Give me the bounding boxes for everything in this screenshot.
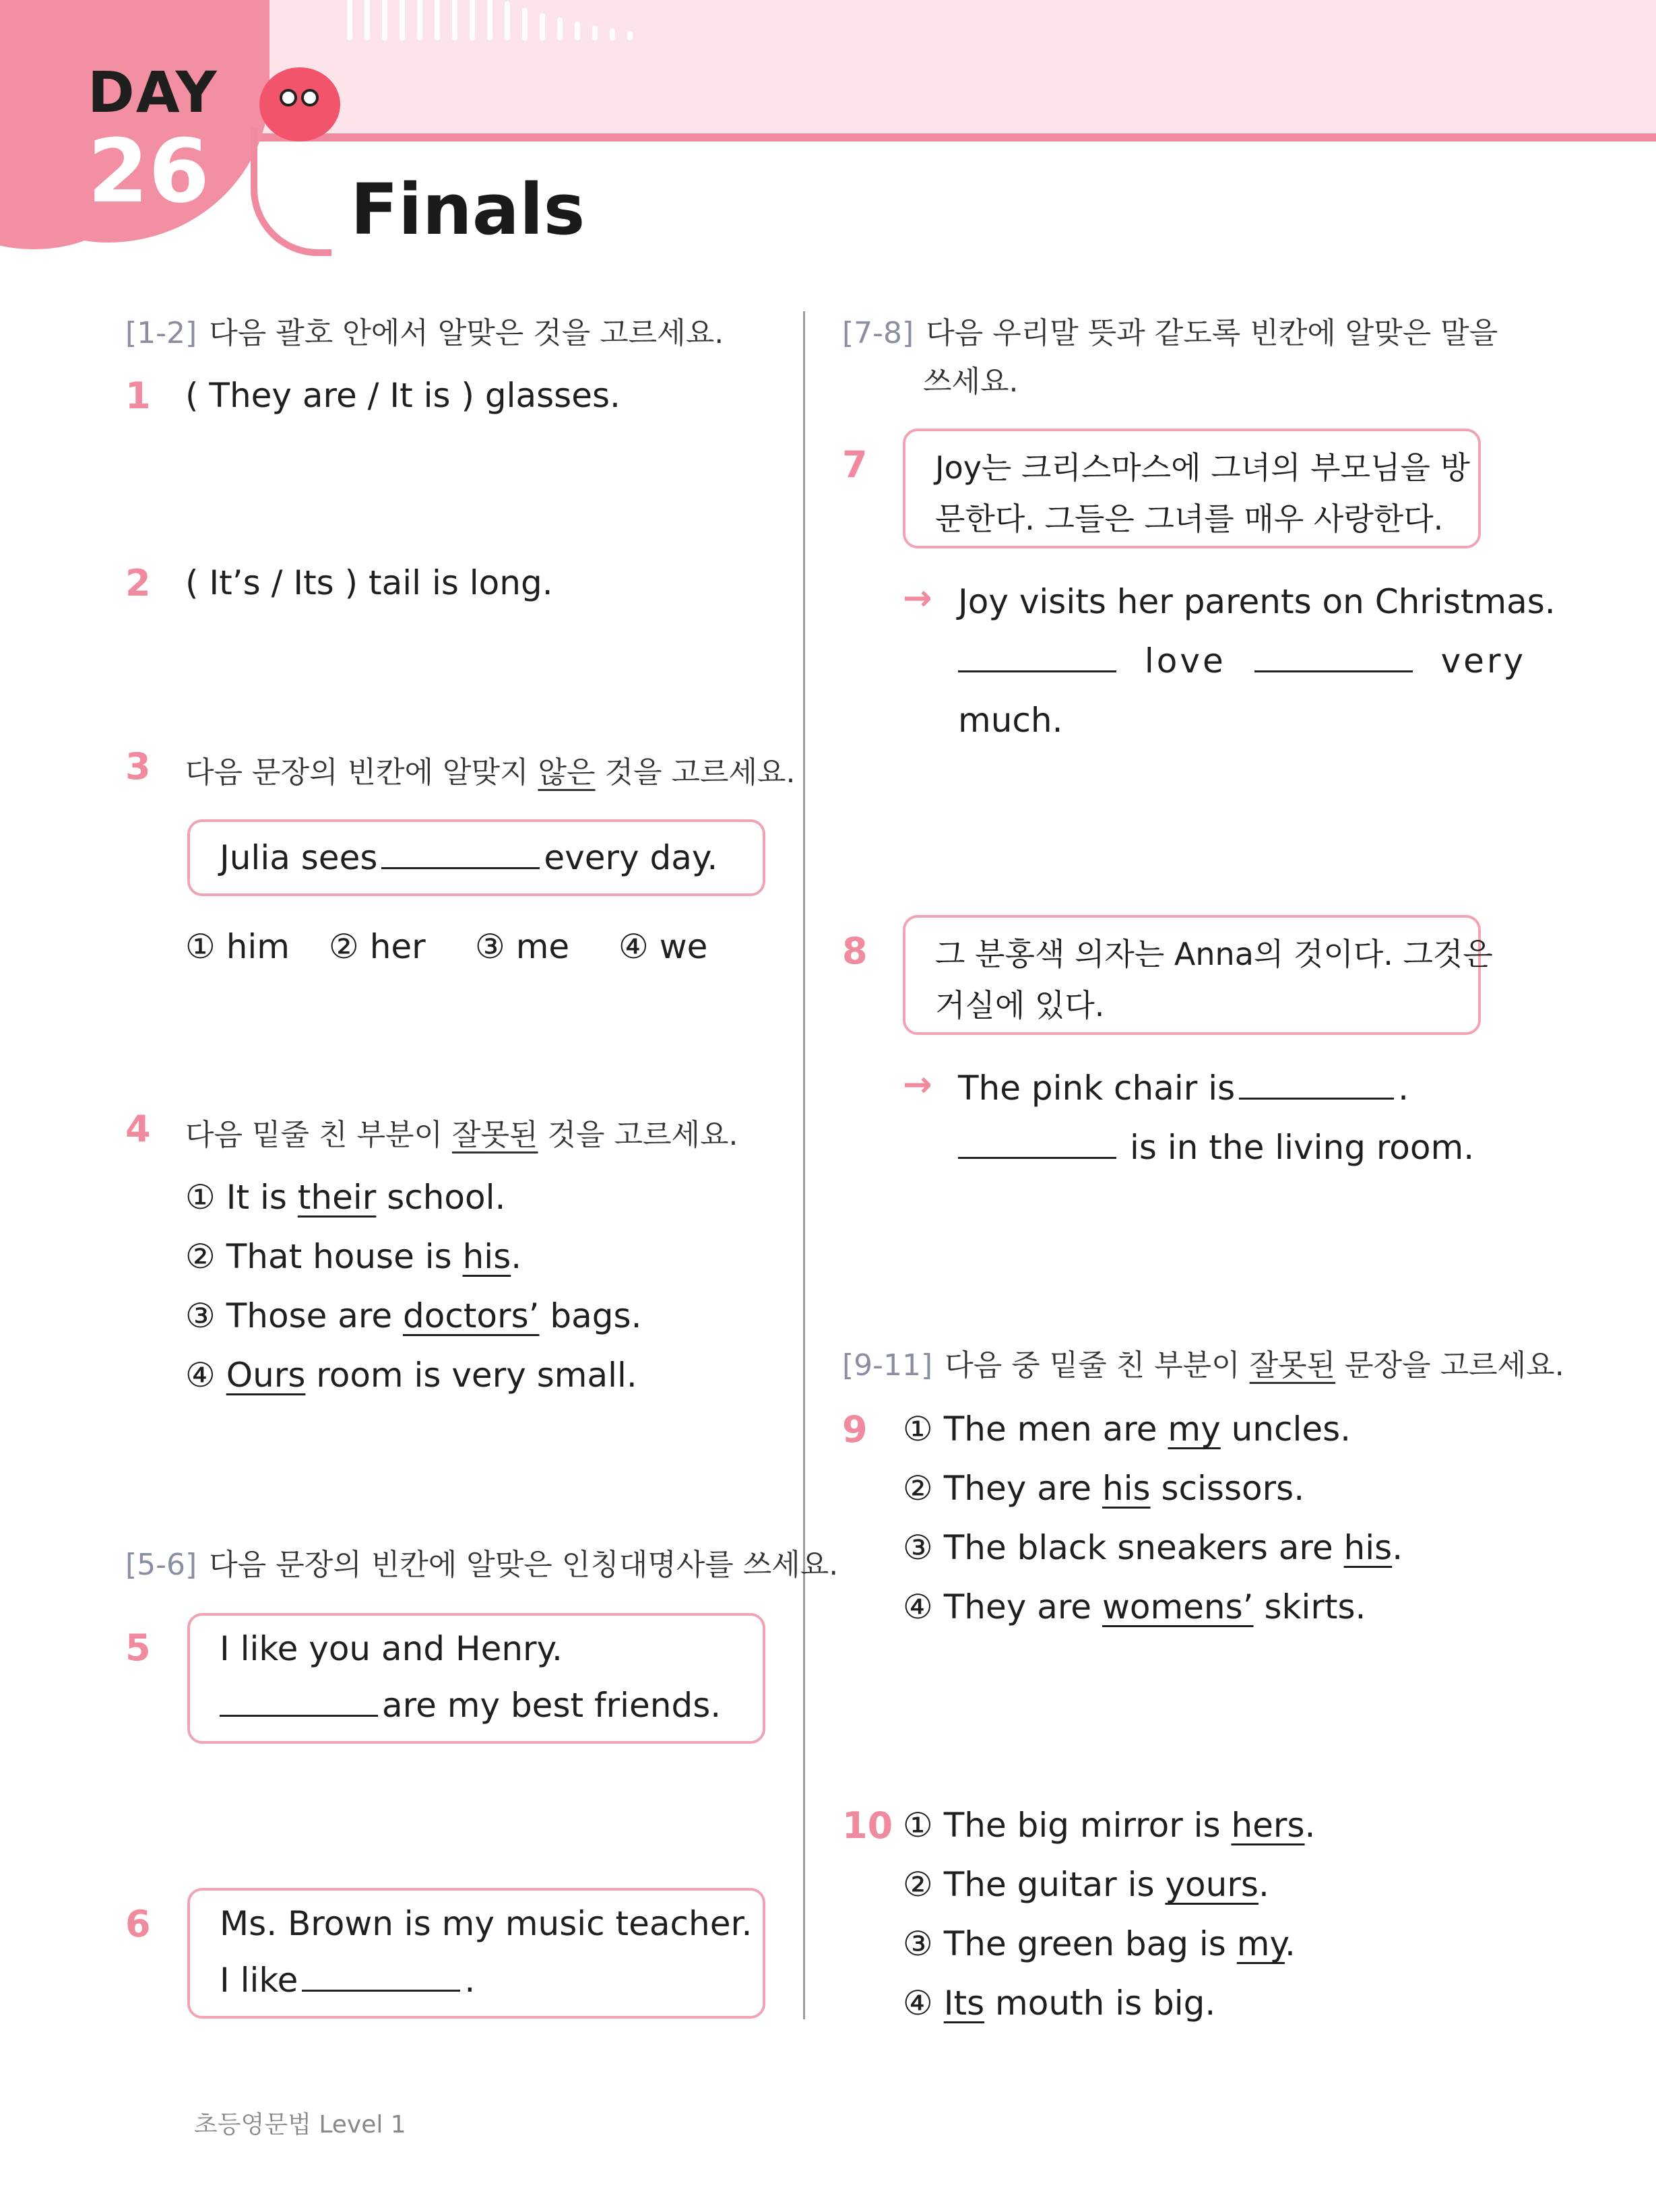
question-9-option-2[interactable]: [903, 1469, 1304, 1508]
instruction-emphasis: 않은: [538, 755, 596, 790]
option-text: ③ The black sneakers are: [903, 1528, 1344, 1567]
question-10-option-4[interactable]: [903, 1984, 1215, 2023]
header-rule: [256, 133, 1656, 141]
option-text: ① The big mirror is: [903, 1806, 1232, 1845]
answer-blank[interactable]: [1254, 664, 1413, 672]
question-1-text: ( They are / It is ) glasses.: [185, 376, 620, 415]
question-8-korean-box: [903, 915, 1493, 1035]
underlined-word: their: [297, 1178, 377, 1217]
option-text: room is very small.: [305, 1356, 637, 1395]
instruction-text: 다음 문장의 빈칸에 알맞지: [185, 755, 538, 790]
question-3-option-2[interactable]: ② her: [329, 927, 426, 966]
question-9-option-4[interactable]: [903, 1587, 1366, 1626]
question-10-option-1[interactable]: [903, 1806, 1315, 1845]
sentence-text: very: [1440, 641, 1527, 681]
sentence-text: The pink chair is: [958, 1069, 1236, 1108]
option-text: .: [1392, 1528, 1403, 1567]
underlined-word: my: [1236, 1924, 1285, 1963]
question-3-option-1[interactable]: ① him: [185, 927, 290, 966]
sentence-text: are my best friends.: [382, 1686, 722, 1725]
option-text: ④ They are: [903, 1587, 1102, 1626]
instruction-7-8-continued: 쓰세요.: [923, 365, 1019, 399]
question-7-korean-line-1: Joy는 크리스마스에 그녀의 부모님을 방: [935, 449, 1470, 486]
question-10-option-2[interactable]: [903, 1865, 1269, 1904]
question-number-1: 1: [125, 375, 151, 417]
question-10-option-3[interactable]: [903, 1924, 1296, 1963]
question-5-sentence-box: [187, 1613, 765, 1744]
option-text: ③ Those are: [185, 1296, 403, 1335]
option-text: ① The men are: [903, 1410, 1168, 1449]
instruction-emphasis: 잘못된: [451, 1118, 538, 1152]
sentence-text: is in the living room.: [1130, 1128, 1475, 1167]
option-text: ④: [903, 1984, 944, 2023]
sentence-text: love: [1144, 641, 1226, 681]
option-text: .: [511, 1237, 522, 1276]
underlined-word: womens’: [1102, 1587, 1254, 1626]
question-3-instruction: [185, 748, 796, 791]
option-text: ② That house is: [185, 1237, 463, 1276]
option-text: ④: [185, 1356, 226, 1395]
day-number: 26: [88, 120, 210, 222]
question-7-answer-line-1: Joy visits her parents on Christmas.: [958, 582, 1556, 621]
underlined-word: Ours: [226, 1356, 306, 1395]
question-5-line-1: I like you and Henry.: [220, 1629, 563, 1668]
sentence-text: every day.: [544, 838, 718, 877]
option-text: skirts.: [1253, 1587, 1366, 1626]
underlined-word: my: [1168, 1410, 1221, 1449]
question-3-option-4[interactable]: ④ we: [618, 927, 708, 966]
instruction-5-6: [125, 1540, 838, 1583]
question-7-korean-line-2: 문한다. 그들은 그녀를 매우 사랑한다.: [935, 501, 1444, 537]
underlined-word: his: [1102, 1469, 1151, 1508]
question-2-text: ( It’s / Its ) tail is long.: [185, 563, 553, 602]
underlined-word: his: [1343, 1528, 1393, 1567]
question-number-2: 2: [125, 562, 151, 604]
option-text: bags.: [539, 1296, 642, 1335]
sentence-text: I like: [220, 1961, 298, 2000]
question-number-7: 7: [842, 443, 868, 486]
mascot-icon: [259, 67, 340, 141]
answer-blank[interactable]: [302, 1983, 460, 1992]
underlined-word: Its: [943, 1984, 985, 2023]
question-4-option-3[interactable]: [185, 1296, 641, 1335]
instruction-emphasis: 잘못된: [1249, 1348, 1336, 1383]
answer-blank[interactable]: [958, 1150, 1116, 1159]
option-text: ① It is: [185, 1178, 298, 1217]
page-title: Finals: [350, 168, 585, 251]
instruction-text: 다음 밑줄 친 부분이: [185, 1118, 452, 1152]
question-3-option-3[interactable]: ③ me: [475, 927, 570, 966]
arrow-right-icon: →: [903, 1065, 932, 1105]
question-number-3: 3: [125, 745, 151, 788]
underlined-word: his: [462, 1237, 511, 1276]
option-text: .: [1258, 1865, 1269, 1904]
question-8-answer-line-1: [958, 1069, 1409, 1108]
instruction-text: 다음 문장의 빈칸에 알맞은 인칭대명사를 쓰세요.: [209, 1548, 839, 1582]
question-4-instruction: [185, 1110, 738, 1154]
question-6-sentence-box: [187, 1888, 765, 2019]
question-7-korean-box: [903, 429, 1481, 548]
answer-blank[interactable]: [1239, 1091, 1394, 1100]
instruction-text: 것을 고르세요.: [595, 755, 796, 790]
answer-blank[interactable]: [220, 1708, 378, 1717]
underlined-word: yours: [1165, 1865, 1259, 1904]
instruction-text: 다음 우리말 뜻과 같도록 빈칸에 알맞은 말을: [926, 316, 1498, 350]
page-footer: 초등영문법 Level 1: [194, 2111, 406, 2139]
question-3-sentence: [220, 838, 718, 877]
question-number-9: 9: [842, 1408, 868, 1451]
question-6-line-2: [220, 1961, 475, 2000]
question-7-answer-line-2: [958, 641, 1526, 681]
option-text: ③ The green bag is: [903, 1924, 1237, 1963]
answer-blank[interactable]: [381, 860, 540, 869]
sentence-text: .: [1398, 1069, 1409, 1108]
instruction-text: 다음 중 밑줄 친 부분이: [945, 1348, 1250, 1383]
instruction-7-8: [842, 309, 1498, 352]
question-4-option-2[interactable]: [185, 1237, 521, 1276]
sentence-text: Julia sees: [220, 838, 378, 877]
question-3-sentence-box: [187, 819, 765, 896]
question-number-8: 8: [842, 930, 868, 972]
arrow-right-icon: →: [903, 578, 932, 619]
option-text: school.: [376, 1178, 506, 1217]
option-text: .: [1284, 1924, 1296, 1963]
day-label: DAY: [88, 59, 218, 125]
option-text: .: [1304, 1806, 1316, 1845]
option-text: ② The guitar is: [903, 1865, 1166, 1904]
question-4-option-1[interactable]: [185, 1178, 505, 1217]
header-hook-decoration: [251, 128, 331, 256]
question-4-option-4[interactable]: [185, 1356, 637, 1395]
question-6-line-1: Ms. Brown is my music teacher.: [220, 1904, 753, 1943]
question-9-option-3[interactable]: [903, 1528, 1403, 1567]
instruction-text: 문장을 고르세요.: [1335, 1348, 1564, 1383]
instruction-tag: [5-6]: [125, 1548, 197, 1582]
question-number-6: 6: [125, 1903, 151, 1945]
question-number-10: 10: [842, 1804, 893, 1847]
question-number-4: 4: [125, 1108, 151, 1150]
question-number-5: 5: [125, 1626, 151, 1669]
instruction-tag: [7-8]: [842, 316, 914, 350]
answer-blank[interactable]: [958, 664, 1116, 672]
instruction-1-2: [125, 309, 724, 352]
question-8-korean-line-2: 거실에 있다.: [935, 987, 1105, 1023]
instruction-text: 것을 고르세요.: [538, 1118, 738, 1152]
instruction-9-11: [842, 1341, 1564, 1384]
option-text: ② They are: [903, 1469, 1102, 1508]
option-text: mouth is big.: [984, 1984, 1216, 2023]
instruction-text: 다음 괄호 안에서 알맞은 것을 고르세요.: [209, 316, 724, 350]
column-divider: [803, 311, 805, 2019]
question-9-option-1[interactable]: [903, 1410, 1351, 1449]
mascot-eye-icon: [301, 89, 319, 106]
option-text: uncles.: [1220, 1410, 1351, 1449]
underlined-word: doctors’: [403, 1296, 540, 1335]
option-text: scissors.: [1150, 1469, 1305, 1508]
question-8-korean-line-1: 그 분홍색 의자는 Anna의 것이다. 그것은: [935, 936, 1493, 972]
question-5-line-2: [220, 1686, 721, 1725]
underlined-word: hers: [1231, 1806, 1305, 1845]
instruction-tag: [9-11]: [842, 1348, 933, 1383]
sentence-text: .: [464, 1961, 476, 2000]
question-8-answer-line-2: [958, 1128, 1474, 1167]
mascot-eye-icon: [280, 89, 297, 106]
instruction-tag: [1-2]: [125, 316, 197, 350]
question-7-answer-line-3: much.: [958, 701, 1063, 740]
